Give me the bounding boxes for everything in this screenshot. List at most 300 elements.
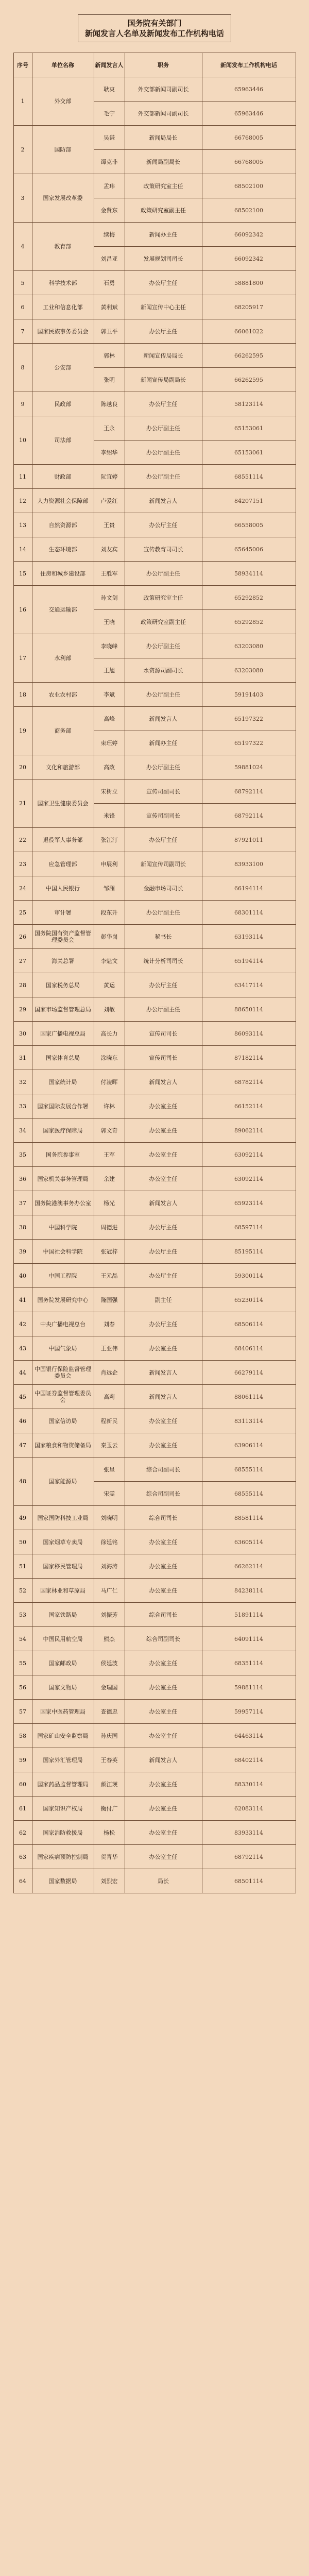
press-office-phone: 88650114 bbox=[202, 997, 296, 1022]
spokesperson-name: 孙文剑 bbox=[94, 586, 125, 610]
spokesperson-name: 查德忠 bbox=[94, 1700, 125, 1724]
department-name: 国家民族事务委员会 bbox=[32, 319, 94, 344]
row-number: 63 bbox=[13, 1845, 32, 1869]
spokesperson-name: 刘晓明 bbox=[94, 1506, 125, 1530]
press-office-phone: 68205917 bbox=[202, 295, 296, 319]
spokesperson-title: 办公厅主任 bbox=[125, 1312, 202, 1336]
department-name: 国家消防救援局 bbox=[32, 1821, 94, 1845]
department-name: 国防部 bbox=[32, 126, 94, 174]
table-row bbox=[13, 1797, 296, 1821]
press-office-phone: 59300114 bbox=[202, 1264, 296, 1288]
spokesperson-title: 办公室主任 bbox=[125, 1118, 202, 1143]
spokesperson-name: 张江汀 bbox=[94, 828, 125, 852]
spokesperson-title: 政策研究室副主任 bbox=[125, 198, 202, 223]
department-name: 司法部 bbox=[32, 416, 94, 465]
department-name: 中国工程院 bbox=[32, 1264, 94, 1288]
press-office-phone: 65197322 bbox=[202, 731, 296, 755]
spokesperson-name: 李绍华 bbox=[94, 440, 125, 465]
table-row bbox=[13, 1240, 296, 1264]
department-name: 中国社会科学院 bbox=[32, 1240, 94, 1264]
spokesperson-name: 金贤东 bbox=[94, 198, 125, 223]
spokesperson-name: 黄运 bbox=[94, 973, 125, 997]
row-number: 16 bbox=[13, 586, 32, 634]
spokesperson-name: 申展利 bbox=[94, 852, 125, 876]
table-row bbox=[13, 1094, 296, 1118]
row-number: 26 bbox=[13, 925, 32, 949]
spokesperson-title: 新闻办主任 bbox=[125, 731, 202, 755]
row-number: 53 bbox=[13, 1603, 32, 1627]
press-office-phone: 65194114 bbox=[202, 949, 296, 973]
press-office-phone: 59957114 bbox=[202, 1700, 296, 1724]
spokesperson-name: 耿爽 bbox=[94, 77, 125, 101]
spokesperson-name: 金瑞国 bbox=[94, 1675, 125, 1700]
table-row bbox=[13, 925, 296, 949]
table-row bbox=[13, 465, 296, 489]
spokesperson-title: 新闻局副局长 bbox=[125, 150, 202, 174]
spokesperson-name: 付凌晖 bbox=[94, 1070, 125, 1094]
spokesperson-name: 李晓峰 bbox=[94, 634, 125, 658]
press-office-phone: 66279114 bbox=[202, 1361, 296, 1385]
press-office-phone: 58934114 bbox=[202, 562, 296, 586]
press-office-phone: 83933100 bbox=[202, 852, 296, 876]
department-name: 国家林业和草原局 bbox=[32, 1579, 94, 1603]
department-name: 水利部 bbox=[32, 634, 94, 683]
department-name: 交通运输部 bbox=[32, 586, 94, 634]
department-name: 国家体育总局 bbox=[32, 1046, 94, 1070]
table-row bbox=[13, 1506, 296, 1530]
spokesperson-title: 办公室主任 bbox=[125, 1167, 202, 1191]
department-name: 国家广播电视总局 bbox=[32, 1022, 94, 1046]
department-name: 公安部 bbox=[32, 344, 94, 392]
spokesperson-title: 办公室主任 bbox=[125, 1797, 202, 1821]
press-office-phone: 68555114 bbox=[202, 1482, 296, 1506]
department-name: 商务部 bbox=[32, 707, 94, 755]
column-header: 新闻发布工作机构电话 bbox=[202, 53, 296, 77]
table-row bbox=[13, 1554, 296, 1579]
table-row bbox=[13, 901, 296, 925]
press-office-phone: 63203080 bbox=[202, 634, 296, 658]
spokesperson-title: 办公厅副主任 bbox=[125, 901, 202, 925]
press-office-phone: 85195114 bbox=[202, 1240, 296, 1264]
spokesperson-name: 刘友宾 bbox=[94, 537, 125, 562]
table-row bbox=[13, 537, 296, 562]
row-number: 1 bbox=[13, 77, 32, 126]
spokesperson-name: 王军 bbox=[94, 1143, 125, 1167]
table-row bbox=[13, 1191, 296, 1215]
table-row bbox=[13, 586, 296, 610]
spokesperson-title: 综合司司长 bbox=[125, 1506, 202, 1530]
spokesperson-name: 侯延波 bbox=[94, 1651, 125, 1675]
press-office-phone: 58123114 bbox=[202, 392, 296, 416]
spokesperson-title: 政策研究室主任 bbox=[125, 586, 202, 610]
spokesperson-title: 新闻办主任 bbox=[125, 223, 202, 247]
table-row bbox=[13, 1869, 296, 1893]
title-line-1: 国务院有关部门 bbox=[127, 19, 182, 28]
spokesperson-title: 新闻发言人 bbox=[125, 1361, 202, 1385]
table-row bbox=[13, 876, 296, 901]
spokesperson-title: 宣传司副司长 bbox=[125, 779, 202, 804]
department-name: 国家税务总局 bbox=[32, 973, 94, 997]
press-office-phone: 66768005 bbox=[202, 150, 296, 174]
spokesperson-title: 宣传司司长 bbox=[125, 1046, 202, 1070]
department-name: 外交部 bbox=[32, 77, 94, 126]
table-row bbox=[13, 1627, 296, 1651]
row-number: 59 bbox=[13, 1748, 32, 1772]
spokesperson-title: 办公厅主任 bbox=[125, 1240, 202, 1264]
press-office-phone: 68402114 bbox=[202, 1748, 296, 1772]
department-name: 国家统计局 bbox=[32, 1070, 94, 1094]
press-office-phone: 65230114 bbox=[202, 1288, 296, 1312]
press-office-phone: 68502100 bbox=[202, 198, 296, 223]
press-office-phone: 63605114 bbox=[202, 1530, 296, 1554]
spokesperson-name: 邹澜 bbox=[94, 876, 125, 901]
row-number: 37 bbox=[13, 1191, 32, 1215]
spokesperson-title: 新闻宣传司副司长 bbox=[125, 852, 202, 876]
table-row bbox=[13, 1264, 296, 1288]
spokesperson-name: 郭文奇 bbox=[94, 1118, 125, 1143]
row-number: 14 bbox=[13, 537, 32, 562]
spokesperson-title: 宣传教育司司长 bbox=[125, 537, 202, 562]
press-office-phone: 68597114 bbox=[202, 1215, 296, 1240]
spokesperson-title: 办公室主任 bbox=[125, 1724, 202, 1748]
table-row bbox=[13, 1530, 296, 1554]
spokesperson-title: 办公室主任 bbox=[125, 1579, 202, 1603]
table-row bbox=[13, 1433, 296, 1458]
spokesperson-title: 办公厅副主任 bbox=[125, 440, 202, 465]
press-office-phone: 65963446 bbox=[202, 77, 296, 101]
row-number: 8 bbox=[13, 344, 32, 392]
spokesperson-name: 宋树立 bbox=[94, 779, 125, 804]
spokesperson-name: 衡付广 bbox=[94, 1797, 125, 1821]
column-header: 新闻发言人 bbox=[94, 53, 125, 77]
table-row bbox=[13, 683, 296, 707]
row-number: 41 bbox=[13, 1288, 32, 1312]
table-row bbox=[13, 1167, 296, 1191]
press-office-phone: 65923114 bbox=[202, 1191, 296, 1215]
spokesperson-title: 政策研究室主任 bbox=[125, 174, 202, 198]
spokesperson-title: 办公厅主任 bbox=[125, 392, 202, 416]
department-name: 国家中医药管理局 bbox=[32, 1700, 94, 1724]
press-office-phone: 66092342 bbox=[202, 223, 296, 247]
spokesperson-title: 副主任 bbox=[125, 1288, 202, 1312]
row-number: 3 bbox=[13, 174, 32, 223]
department-name: 国务院港澳事务办公室 bbox=[32, 1191, 94, 1215]
spokesperson-name: 刘振芳 bbox=[94, 1603, 125, 1627]
table-row bbox=[13, 1361, 296, 1385]
row-number: 19 bbox=[13, 707, 32, 755]
press-office-phone: 65153061 bbox=[202, 416, 296, 440]
spokesperson-title: 办公厅副主任 bbox=[125, 755, 202, 779]
press-office-phone: 68555114 bbox=[202, 1458, 296, 1482]
table-body bbox=[13, 77, 296, 1893]
press-office-phone: 68792114 bbox=[202, 804, 296, 828]
department-name: 教育部 bbox=[32, 223, 94, 271]
department-name: 国家发展改革委 bbox=[32, 174, 94, 223]
spokesperson-title: 办公室主任 bbox=[125, 1409, 202, 1433]
spokesperson-name: 毛宁 bbox=[94, 101, 125, 126]
department-name: 国家文物局 bbox=[32, 1675, 94, 1700]
spokesperson-title: 办公厅副主任 bbox=[125, 465, 202, 489]
department-name: 国家矿山安全监察局 bbox=[32, 1724, 94, 1748]
department-name: 住房和城乡建设部 bbox=[32, 562, 94, 586]
department-name: 国家机关事务管理局 bbox=[32, 1167, 94, 1191]
spokesperson-name: 许林 bbox=[94, 1094, 125, 1118]
row-number: 28 bbox=[13, 973, 32, 997]
spokesperson-title: 办公厅主任 bbox=[125, 513, 202, 537]
press-office-phone: 65292852 bbox=[202, 586, 296, 610]
row-number: 5 bbox=[13, 271, 32, 295]
press-office-phone: 68551114 bbox=[202, 465, 296, 489]
spokesperson-name: 吴谦 bbox=[94, 126, 125, 150]
department-name: 应急管理部 bbox=[32, 852, 94, 876]
spokesperson-title: 宣传司副司长 bbox=[125, 804, 202, 828]
spokesperson-name: 宋雯 bbox=[94, 1482, 125, 1506]
department-name: 审计署 bbox=[32, 901, 94, 925]
row-number: 9 bbox=[13, 392, 32, 416]
table-row bbox=[13, 1409, 296, 1433]
spokesperson-name: 束珏婷 bbox=[94, 731, 125, 755]
row-number: 21 bbox=[13, 779, 32, 828]
press-office-phone: 88330114 bbox=[202, 1772, 296, 1797]
table-row bbox=[13, 973, 296, 997]
row-number: 38 bbox=[13, 1215, 32, 1240]
table-row bbox=[13, 174, 296, 198]
table-row bbox=[13, 1772, 296, 1797]
spokesperson-title: 新闻宣传局局长 bbox=[125, 344, 202, 368]
row-number: 7 bbox=[13, 319, 32, 344]
row-number: 12 bbox=[13, 489, 32, 513]
spokesperson-title: 统计分析司司长 bbox=[125, 949, 202, 973]
spokesperson-title: 办公厅主任 bbox=[125, 319, 202, 344]
table-row bbox=[13, 1022, 296, 1046]
spokesperson-name: 张冠梓 bbox=[94, 1240, 125, 1264]
row-number: 22 bbox=[13, 828, 32, 852]
press-office-phone: 68501114 bbox=[202, 1869, 296, 1893]
table-row bbox=[13, 828, 296, 852]
table-row bbox=[13, 126, 296, 150]
row-number: 24 bbox=[13, 876, 32, 901]
press-office-phone: 88581114 bbox=[202, 1506, 296, 1530]
spokesperson-name: 王元晶 bbox=[94, 1264, 125, 1288]
spokesperson-name: 贺青华 bbox=[94, 1845, 125, 1869]
press-office-phone: 66262595 bbox=[202, 344, 296, 368]
spokesperson-name: 刘烈宏 bbox=[94, 1869, 125, 1893]
row-number: 45 bbox=[13, 1385, 32, 1409]
spokesperson-title: 办公室主任 bbox=[125, 1845, 202, 1869]
department-name: 国家烟草专卖局 bbox=[32, 1530, 94, 1554]
row-number: 60 bbox=[13, 1772, 32, 1797]
department-name: 国家移民管理局 bbox=[32, 1554, 94, 1579]
department-name: 国家信访局 bbox=[32, 1409, 94, 1433]
row-number: 54 bbox=[13, 1627, 32, 1651]
document-title bbox=[78, 14, 231, 42]
department-name: 自然资源部 bbox=[32, 513, 94, 537]
row-number: 39 bbox=[13, 1240, 32, 1264]
table-row bbox=[13, 1312, 296, 1336]
row-number: 44 bbox=[13, 1361, 32, 1385]
row-number: 40 bbox=[13, 1264, 32, 1288]
press-office-phone: 65963446 bbox=[202, 101, 296, 126]
spokesperson-name: 熊杰 bbox=[94, 1627, 125, 1651]
row-number: 55 bbox=[13, 1651, 32, 1675]
department-name: 中国科学院 bbox=[32, 1215, 94, 1240]
press-office-phone: 63906114 bbox=[202, 1433, 296, 1458]
spokesperson-name: 米锋 bbox=[94, 804, 125, 828]
row-number: 17 bbox=[13, 634, 32, 683]
table-row bbox=[13, 1118, 296, 1143]
table-row bbox=[13, 1603, 296, 1627]
department-name: 国家医疗保障局 bbox=[32, 1118, 94, 1143]
spokesperson-name: 卢爱红 bbox=[94, 489, 125, 513]
department-name: 国家国际发展合作署 bbox=[32, 1094, 94, 1118]
spokesperson-title: 综合司副司长 bbox=[125, 1482, 202, 1506]
spokesperson-name: 高长力 bbox=[94, 1022, 125, 1046]
press-office-phone: 87921011 bbox=[202, 828, 296, 852]
spokesperson-title: 办公室主任 bbox=[125, 1821, 202, 1845]
spokesperson-name: 王晓 bbox=[94, 610, 125, 634]
row-number: 52 bbox=[13, 1579, 32, 1603]
department-name: 海关总署 bbox=[32, 949, 94, 973]
row-number: 4 bbox=[13, 223, 32, 271]
spokesperson-title: 新闻发言人 bbox=[125, 1070, 202, 1094]
spokesperson-title: 综合司副司长 bbox=[125, 1458, 202, 1482]
press-office-phone: 63193114 bbox=[202, 925, 296, 949]
spokesperson-name: 陈越良 bbox=[94, 392, 125, 416]
table-row bbox=[13, 1288, 296, 1312]
table-row bbox=[13, 1336, 296, 1361]
spokesperson-title: 外交部新闻司副司长 bbox=[125, 101, 202, 126]
department-name: 国家外汇管理局 bbox=[32, 1748, 94, 1772]
press-office-phone: 68792114 bbox=[202, 779, 296, 804]
row-number: 23 bbox=[13, 852, 32, 876]
department-name: 财政部 bbox=[32, 465, 94, 489]
press-office-phone: 89062114 bbox=[202, 1118, 296, 1143]
spokesperson-title: 办公室主任 bbox=[125, 1675, 202, 1700]
spokesperson-title: 新闻发言人 bbox=[125, 1385, 202, 1409]
spokesperson-title: 办公室主任 bbox=[125, 1530, 202, 1554]
press-office-phone: 68782114 bbox=[202, 1070, 296, 1094]
spokesperson-name: 段东升 bbox=[94, 901, 125, 925]
press-office-phone: 51891114 bbox=[202, 1603, 296, 1627]
department-name: 国家药品监督管理局 bbox=[32, 1772, 94, 1797]
department-name: 中国证券监督管理委员会 bbox=[32, 1385, 94, 1409]
spokesperson-name: 肖远企 bbox=[94, 1361, 125, 1385]
table-row bbox=[13, 1724, 296, 1748]
spokesperson-title: 新闻宣传中心主任 bbox=[125, 295, 202, 319]
press-office-phone: 84207151 bbox=[202, 489, 296, 513]
spokesperson-name: 高政 bbox=[94, 755, 125, 779]
spokesperson-name: 杨松 bbox=[94, 1821, 125, 1845]
spokesperson-title: 政策研究室副主任 bbox=[125, 610, 202, 634]
table-row bbox=[13, 1579, 296, 1603]
spokesperson-name: 王胜军 bbox=[94, 562, 125, 586]
press-office-phone: 63417114 bbox=[202, 973, 296, 997]
row-number: 51 bbox=[13, 1554, 32, 1579]
row-number: 58 bbox=[13, 1724, 32, 1748]
press-office-phone: 59881114 bbox=[202, 1675, 296, 1700]
row-number: 2 bbox=[13, 126, 32, 174]
spokesperson-title: 办公室主任 bbox=[125, 1433, 202, 1458]
spokesperson-name: 谭克非 bbox=[94, 150, 125, 174]
spokesperson-name: 刘海涛 bbox=[94, 1554, 125, 1579]
row-number: 33 bbox=[13, 1094, 32, 1118]
department-name: 农业农村部 bbox=[32, 683, 94, 707]
row-number: 31 bbox=[13, 1046, 32, 1070]
press-office-phone: 87182114 bbox=[202, 1046, 296, 1070]
press-office-phone: 66262114 bbox=[202, 1554, 296, 1579]
department-name: 国家数据局 bbox=[32, 1869, 94, 1893]
spokesperson-name: 刘昌亚 bbox=[94, 247, 125, 271]
department-name: 科学技术部 bbox=[32, 271, 94, 295]
department-name: 文化和旅游部 bbox=[32, 755, 94, 779]
spokesperson-name: 秦玉云 bbox=[94, 1433, 125, 1458]
spokesperson-name: 彭华岗 bbox=[94, 925, 125, 949]
spokesperson-title: 新闻发言人 bbox=[125, 707, 202, 731]
table-row bbox=[13, 271, 296, 295]
spokesperson-name: 杨光 bbox=[94, 1191, 125, 1215]
department-name: 国家知识产权局 bbox=[32, 1797, 94, 1821]
spokesperson-title: 办公室主任 bbox=[125, 1336, 202, 1361]
spokesperson-name: 李斌 bbox=[94, 683, 125, 707]
row-number: 27 bbox=[13, 949, 32, 973]
table-row bbox=[13, 634, 296, 658]
spokesperson-title: 办公厅副主任 bbox=[125, 997, 202, 1022]
spokesperson-name: 余建 bbox=[94, 1167, 125, 1191]
spokesperson-title: 办公厅副主任 bbox=[125, 634, 202, 658]
table-row bbox=[13, 1046, 296, 1070]
row-number: 10 bbox=[13, 416, 32, 465]
department-name: 中国银行保险监督管理委员会 bbox=[32, 1361, 94, 1385]
spokesperson-name: 颜江瑛 bbox=[94, 1772, 125, 1797]
spokesperson-name: 高峰 bbox=[94, 707, 125, 731]
column-header: 单位名称 bbox=[32, 53, 94, 77]
department-name: 生态环境部 bbox=[32, 537, 94, 562]
department-name: 中国气象局 bbox=[32, 1336, 94, 1361]
row-number: 35 bbox=[13, 1143, 32, 1167]
spokesperson-title: 局长 bbox=[125, 1869, 202, 1893]
table-row bbox=[13, 1070, 296, 1094]
spokesperson-name: 高莉 bbox=[94, 1385, 125, 1409]
department-name: 国务院国有资产监督管理委员会 bbox=[32, 925, 94, 949]
spokesperson-name: 涂晓东 bbox=[94, 1046, 125, 1070]
spokesperson-title: 办公厅主任 bbox=[125, 271, 202, 295]
spokesperson-title: 外交部新闻司副司长 bbox=[125, 77, 202, 101]
press-office-phone: 84238114 bbox=[202, 1579, 296, 1603]
table-row bbox=[13, 1700, 296, 1724]
department-name: 中国民用航空局 bbox=[32, 1627, 94, 1651]
spokesperson-title: 发展规划司司长 bbox=[125, 247, 202, 271]
table-row bbox=[13, 513, 296, 537]
department-name: 国家粮食和物资储备局 bbox=[32, 1433, 94, 1458]
press-office-phone: 66152114 bbox=[202, 1094, 296, 1118]
table-row bbox=[13, 489, 296, 513]
press-office-phone: 68351114 bbox=[202, 1651, 296, 1675]
row-number: 30 bbox=[13, 1022, 32, 1046]
press-office-phone: 68506114 bbox=[202, 1312, 296, 1336]
column-header: 序号 bbox=[13, 53, 32, 77]
department-name: 国家铁路局 bbox=[32, 1603, 94, 1627]
spokesperson-name: 张明 bbox=[94, 368, 125, 392]
press-office-phone: 68792114 bbox=[202, 1845, 296, 1869]
spokesperson-name: 张星 bbox=[94, 1458, 125, 1482]
row-number: 43 bbox=[13, 1336, 32, 1361]
spokesperson-name: 石勇 bbox=[94, 271, 125, 295]
spokesperson-title: 新闻局局长 bbox=[125, 126, 202, 150]
row-number: 50 bbox=[13, 1530, 32, 1554]
table-row bbox=[13, 1821, 296, 1845]
department-name: 国家国防科技工业局 bbox=[32, 1506, 94, 1530]
spokesperson-name: 黄利斌 bbox=[94, 295, 125, 319]
